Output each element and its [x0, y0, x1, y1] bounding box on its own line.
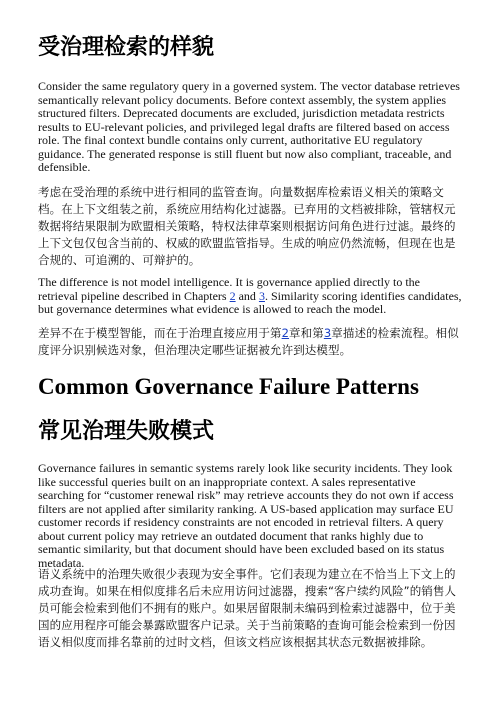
paragraph-text: The difference is not model intelligence. It is governance applied directly to the retrieval pipeline described in Chapters: [38, 275, 420, 303]
paragraph-en-governed-query: Consider the same regulatory query in a governed system. The vector database retrieves semantically relevant policy documents. Before context assembly, the system applies structured filters. Deprecated documents are excluded, jurisdiction metadata restricts results to EU-relevant policies, and privileged legal drafts are filtered based on access role. The final context bundle contains only current, authoritative EU regulatory guidance. The generated response is still fluent but now also compliant, traceable, and defensible.: [38, 79, 460, 174]
section-title-cn: 受治理检索的样貌: [38, 35, 215, 60]
paragraph-text: 差异不在于模型智能，而在于治理直接应用于第: [38, 326, 282, 340]
paragraph-text: 章描述的检索流程。相似度评分识别候选对象，但治理决定哪些证据被允许到达模型。: [38, 326, 459, 357]
paragraph-text: . Similarity scoring identifies candidates, but governance determines what evidence is allowed to reach the model.: [38, 288, 462, 316]
paragraph-text: and: [235, 288, 259, 303]
paragraph-text: 章和第: [289, 326, 324, 340]
section-title-cn-failures: 常见治理失败模式: [38, 419, 215, 444]
section-title-en: Common Governance Failure Patterns: [38, 374, 419, 399]
paragraph-cn-failures: 语义系统中的治理失败很少表现为安全事件。它们表现为建立在不恰当上下文上的成功查询。如果在相似度排名后未应用访问过滤器，搜索“客户续约风险”的销售人员可能会检索到他们不拥有的账户。如果居留限制未编码到检索过滤器中，位于美国的应用程序可能会暴露欧盟客户记录。关于当前策略的查询可能会检索到一份因语义相似度而排名靠前的过时文档，但该文档应该根据其状态元数据被排除。: [38, 567, 457, 649]
paragraph-cn-difference: [38, 325, 462, 359]
chapter-3-link-cn[interactable]: 3: [323, 326, 332, 340]
paragraph-en-failures: Governance failures in semantic systems rarely look like security incidents. They look like successful queries built on an inappropriate context. A sales representative searching for “customer renewal risk” may retrieve accounts they do not own if access filters are not applied after similarity ranking. A US-based application may surface EU customer records if residency constraints are not encoded in retrieval filters. A query about current policy may retrieve an outdated document that ranks highly due to semantic similarity, but that document should have been excluded based on its status metadata.: [38, 461, 454, 570]
paragraph-en-difference: [38, 276, 462, 317]
chapter-2-link[interactable]: 2: [229, 288, 236, 303]
paragraph-cn-governed-query: 考虑在受治理的系统中进行相同的监管查询。向量数据库检索语义相关的策略文档。在上下文组装之前，系统应用结构化过滤器。已弃用的文档被排除，管辖权元数据将结果限制为欧盟相关策略，特权法律草案则根据访问角色进行过滤。最终的上下文包仅包含当前的、权威的欧盟监管指导。生成的响应仍然流畅，但现在也是合规的、可追溯的、可辩护的。: [38, 185, 456, 267]
chapter-2-link-cn[interactable]: 2: [281, 326, 290, 340]
chapter-3-link[interactable]: 3: [258, 288, 265, 303]
